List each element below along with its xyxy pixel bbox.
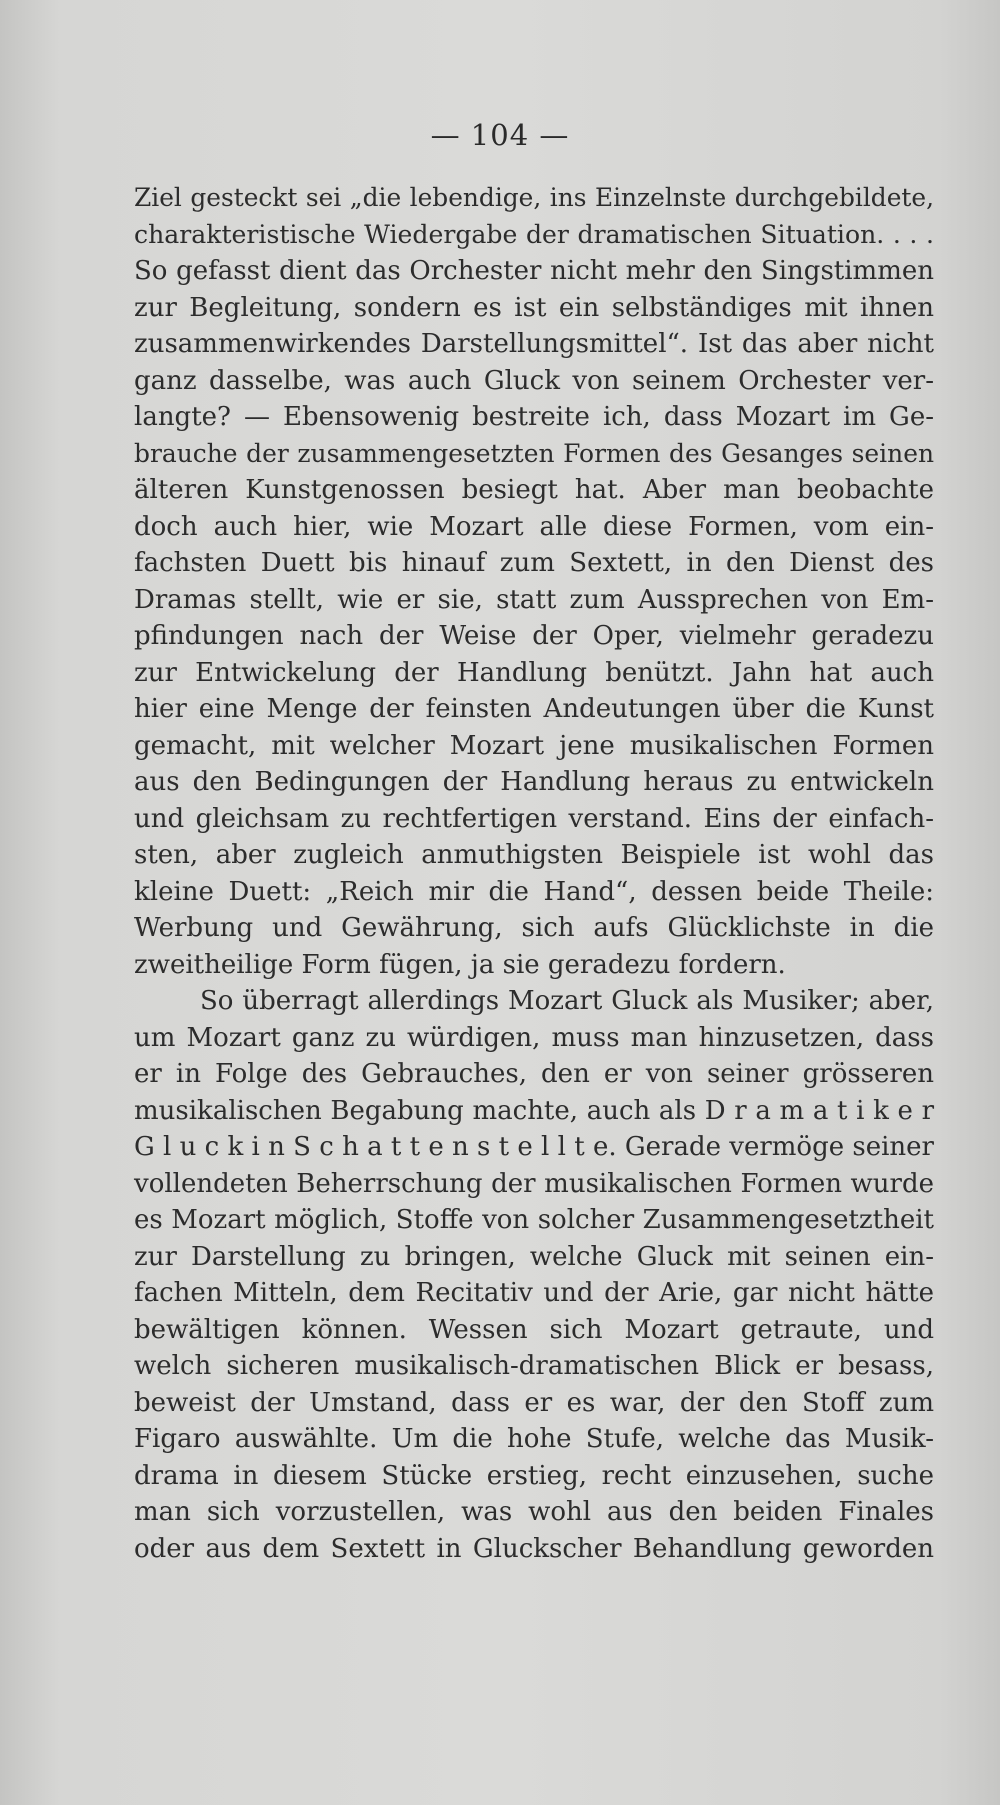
text-line: vollendeten Beherrschung der musikalischen Formen wurde	[134, 1168, 934, 1199]
text-line: es Mozart möglich, Stoffe von solcher Zusammengesetztheit	[134, 1205, 934, 1235]
text-line-paragraph-end: zweitheilige Form fügen, ja sie geradezu fordern.	[134, 949, 786, 980]
text-line: zur Entwickelung der Handlung benützt. Jahn hat auch	[134, 657, 934, 688]
text-line: sten, aber zugleich anmuthigsten Beispiele ist wohl das	[134, 840, 934, 870]
text-line: er in Folge des Gebrauches, den er von seiner grösseren	[134, 1059, 934, 1089]
text-line: man sich vorzustellen, was wohl aus den beiden Finales	[134, 1497, 934, 1527]
text-line: charakteristische Wiedergabe der dramatischen Situation. . . .	[134, 219, 934, 249]
text-line: älteren Kunstgenossen besiegt hat. Aber man beobachte	[134, 475, 934, 505]
text-line: langte? — Ebensowenig bestreite ich, dass Mozart im Ge-	[134, 402, 934, 432]
text-line: zur Begleitung, sondern es ist ein selbständiges mit ihnen	[134, 292, 934, 323]
text-line: ganz dasselbe, was auch Gluck von seinem Orchester ver-	[134, 365, 934, 396]
text-line: Werbung und Gewährung, sich aufs Glücklichste in die	[134, 913, 934, 943]
text-line-paragraph-start: So überragt allerdings Mozart Gluck als Musiker; aber,	[200, 986, 934, 1016]
text-line: oder aus dem Sextett in Gluckscher Behandlung geworden	[134, 1533, 934, 1564]
text-line: musikalischen Begabung machte, auch als D r a m a t i k e r	[134, 1095, 934, 1126]
text-line: pfindungen nach der Weise der Oper, vielmehr geradezu	[134, 621, 934, 651]
text-line: gemacht, mit welcher Mozart jene musikalischen Formen	[134, 730, 934, 761]
text-line: bewältigen können. Wessen sich Mozart getraute, und	[134, 1314, 934, 1345]
text-line: zusammenwirkendes Darstellungsmittel“. Ist das aber nicht	[134, 329, 934, 359]
text-line: fachsten Duett bis hinauf zum Sextett, in den Dienst des	[134, 548, 934, 578]
text-line: aus den Bedingungen der Handlung heraus zu entwickeln	[134, 767, 934, 797]
text-line: brauche der zusammengesetzten Formen des Gesanges seinen	[134, 438, 934, 468]
text-line: beweist der Umstand, dass er es war, der den Stoff zum	[134, 1387, 934, 1418]
text-line: doch auch hier, wie Mozart alle diese Formen, vom ein-	[134, 511, 934, 542]
text-line: drama in diesem Stücke erstieg, recht einzusehen, suche	[134, 1460, 934, 1491]
body-text	[134, 180, 934, 1567]
text-line: fachen Mitteln, dem Recitativ und der Arie, gar nicht hätte	[134, 1278, 934, 1308]
text-line: Ziel gesteckt sei „die lebendige, ins Einzelnste durchgebildete,	[134, 183, 934, 212]
text-line: hier eine Menge der feinsten Andeutungen über die Kunst	[134, 694, 934, 724]
text-line: kleine Duett: „Reich mir die Hand“, dessen beide Theile:	[134, 876, 934, 907]
text-line: zur Darstellung zu bringen, welche Gluck mit seinen ein-	[134, 1241, 934, 1272]
text-line: Figaro auswählte. Um die hohe Stufe, welche das Musik-	[134, 1424, 934, 1454]
text-line: und gleichsam zu rechtfertigen verstand. Eins der einfach-	[134, 803, 934, 834]
text-line: G l u c k i n S c h a t t e n s t e l l t e. Gerade vermöge seiner	[134, 1132, 934, 1162]
text-line: So gefasst dient das Orchester nicht mehr den Singstimmen	[134, 256, 934, 286]
page-number: — 104 —	[430, 118, 570, 152]
text-line: um Mozart ganz zu würdigen, muss man hinzusetzen, dass	[134, 1022, 934, 1053]
text-line: Dramas stellt, wie er sie, statt zum Aussprechen von Em-	[134, 584, 934, 615]
text-line: welch sicheren musikalisch-dramatischen Blick er besass,	[134, 1351, 934, 1381]
